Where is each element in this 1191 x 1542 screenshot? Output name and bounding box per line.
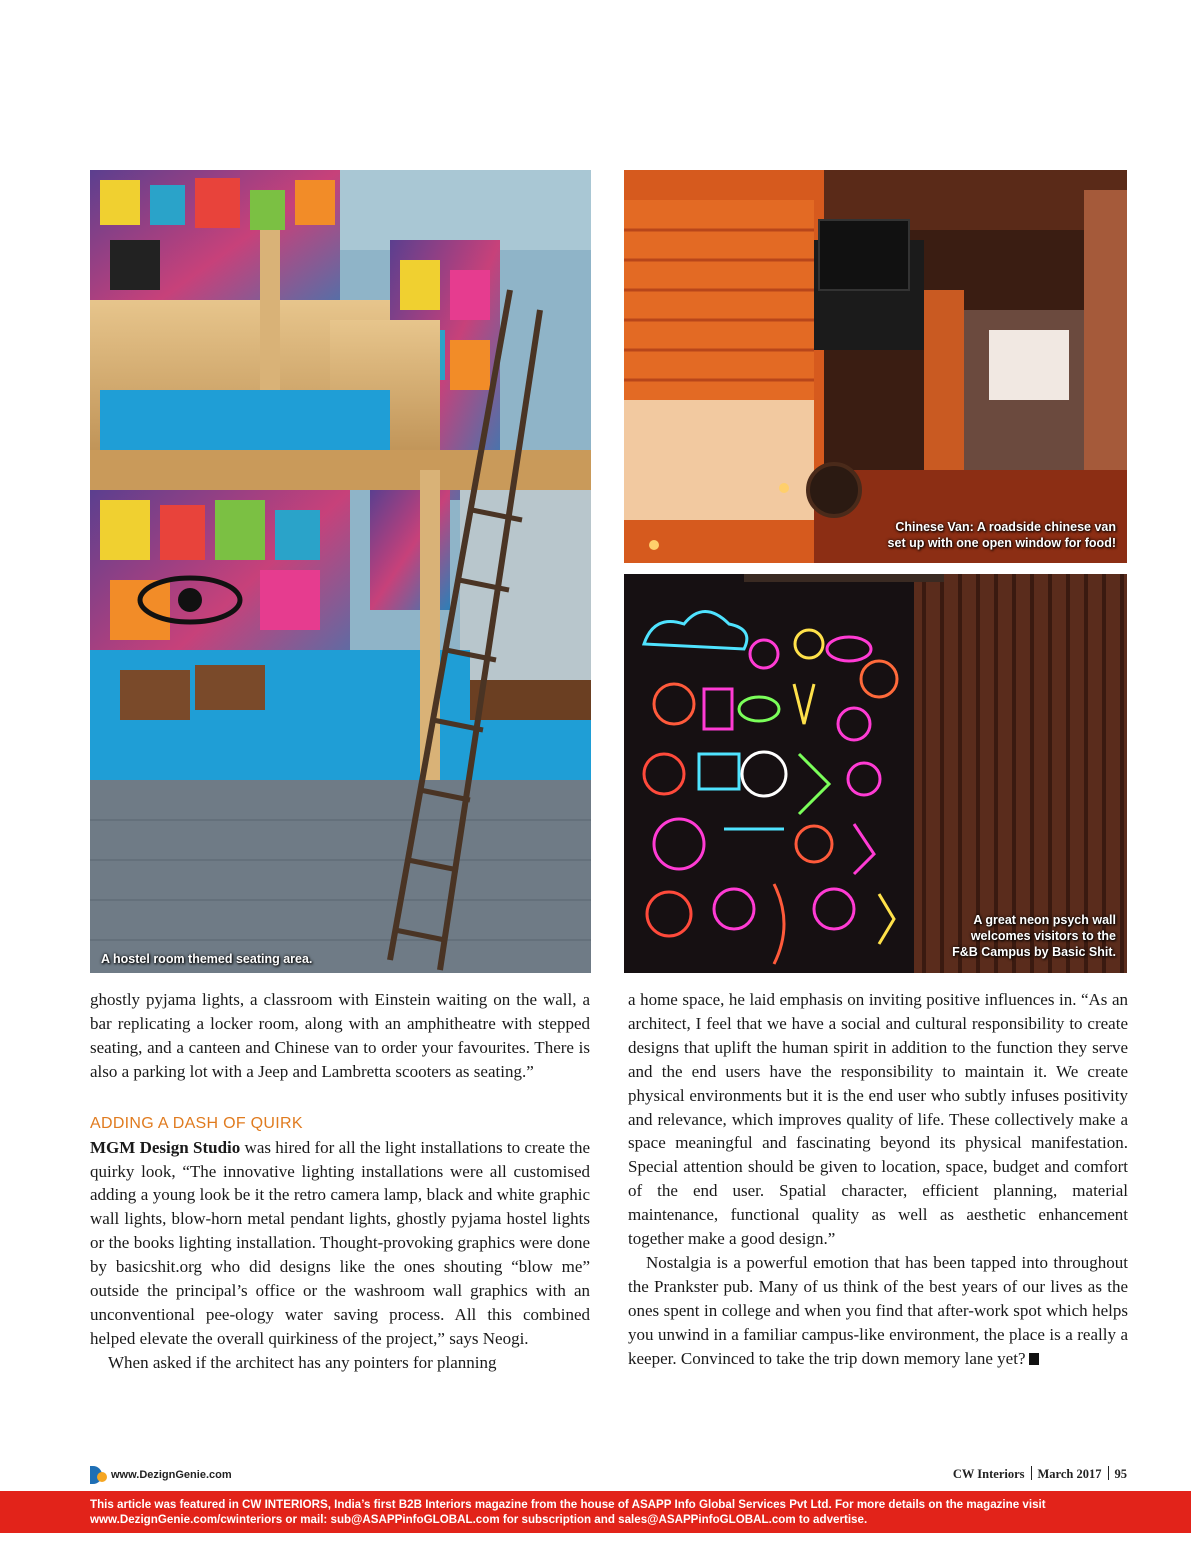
left-paragraph-2-body: was hired for all the light installations to create the quirky look, “The innovative lighting installations were all customised adding a young look be it the retro camera lamp, black and white graphic wall lights, blow-horn metal pendant lights, ghostly pyjama hostel lights or the books lighting installation. Thought-provoking graphics were done by basicshit.org who did designs like the ones shouting “blow me” outside the principal’s office or the washroom wall graphics with an unconventional pee-ology water saving process. All this combined helped elevate the overall quirkiness of the project,” says Neogi. (90, 1137, 590, 1348)
footer-banner-text: This article was featured in CW INTERIORS, India’s first B2B Interiors magazine from the house of ASAPP Info Global Services Pvt Ltd. For more details on the magazine visit www.DezignGenie.com/cwinteriors or mail: sub@ASAPPinfoGLOBAL.com for subscription and sales@ASAPPinfoGLOBAL.com to advertise. (90, 1498, 1046, 1526)
right-paragraph-2 (628, 1251, 1128, 1371)
right-paragraph-1: a home space, he laid emphasis on inviting positive influences in. “As an architect, I feel that we have a social and cultural responsibility to create designs that uplift the human spirit in addition to the function they serve and the end users have the responsibility to maintain it. We create physical environments but it is the end user who subtly infuses positivity and relevance, which improves quality of life. These collectively make a space meaningful and fascinating beyond its physical manifestation. Special attention should be given to location, space, budget and comfort of the end user. Spatial character, efficient planning, material maintenance, functional quality as well as aesthetic enhancement together make a good design.” (628, 990, 1128, 1249)
footer-site-url[interactable]: www.DezignGenie.com (111, 1469, 232, 1481)
right-column (628, 988, 1128, 1371)
footer-folio (953, 1466, 1127, 1482)
neon-wall-caption-line-2: welcomes visitors to the (970, 929, 1116, 943)
neon-wall-caption-line-1: A great neon psych wall (973, 913, 1116, 927)
section-heading: ADDING A DASH OF QUIRK (90, 1114, 303, 1132)
chinese-van-caption (888, 519, 1116, 551)
left-paragraph-2 (90, 1136, 590, 1351)
chinese-van-photo (624, 170, 1127, 563)
neon-wall-caption (952, 912, 1116, 960)
footer-site (90, 1465, 232, 1485)
footer-banner (0, 1491, 1191, 1533)
hostel-room-caption: A hostel room themed seating area. (101, 952, 313, 966)
studio-name: MGM Design Studio (90, 1137, 241, 1157)
left-paragraph-3: When asked if the architect has any pointers for planning (108, 1352, 497, 1372)
left-column (90, 988, 590, 1375)
hostel-room-illustration (90, 170, 591, 973)
chinese-van-illustration (624, 170, 1127, 563)
footer-magazine: CW Interiors (952, 1467, 1025, 1481)
chinese-van-caption-line-2: set up with one open window for food! (887, 536, 1116, 550)
left-paragraph-1: ghostly pyjama lights, a classroom with Einstein waiting on the wall, a bar replicating a locker room, along with an amphitheatre with stepped seating, and a canteen and Chinese van to order your favourites. There is also a parking lot with a Jeep and Lambretta scooters as seating.” (90, 990, 590, 1081)
end-of-article-icon (1029, 1353, 1039, 1365)
footer-page-number: 95 (1114, 1467, 1127, 1481)
neon-wall-caption-line-3: F&B Campus by Basic Shit. (952, 945, 1116, 959)
dezigngenie-logo-icon (90, 1466, 108, 1484)
right-paragraph-2-body: Nostalgia is a powerful emotion that has been tapped into throughout the Prankster pub. Many of us think of the best years of our lives as the ones spent in college and when you find that after-work spot which helps you unwind in a familiar campus-like environment, the place is a really a keeper. Convinced to take the trip down memory lane yet? (628, 1252, 1128, 1368)
footer-issue: March 2017 (1037, 1467, 1102, 1481)
chinese-van-caption-line-1: Chinese Van: A roadside chinese van (895, 520, 1116, 534)
hostel-room-photo (90, 170, 591, 973)
